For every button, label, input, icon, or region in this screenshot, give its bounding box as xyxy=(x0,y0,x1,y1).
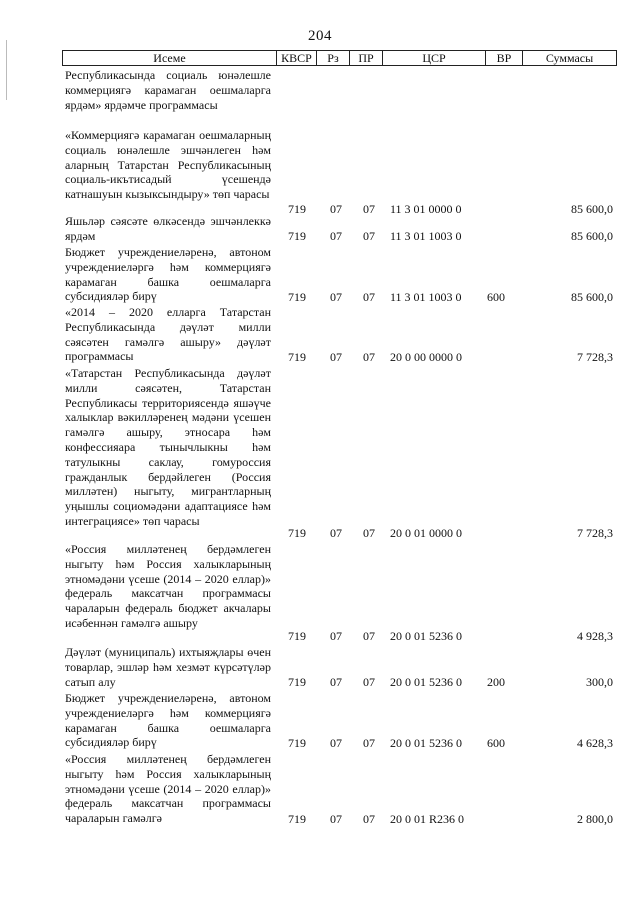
row-pr: 07 xyxy=(363,229,375,243)
row-sum: 2 800,0 xyxy=(577,812,613,826)
row-name: Бюджет учреждениеләренә, автоном учреждениеләргә һәм коммерциягә карамаган башка оешмаларга субсидияләр бирү xyxy=(65,691,271,750)
row-pr: 07 xyxy=(363,202,375,216)
table-row xyxy=(62,645,617,690)
row-pr: 07 xyxy=(363,812,375,826)
row-sum: 300,0 xyxy=(586,675,613,689)
row-csr: 11 3 01 1003 0 xyxy=(390,229,462,243)
row-name: «Татарстан Республикасында дәүләт милли сәясәтен, Татарстан Республикасы территориясендә яшәүче халыклар вәкилләренең мәдәни үсешен гамәлгә ашыру, этносара һәм конфессияара тынычлыкны һәм татулыкны саклау, гомуроссия гражданлык бердәйлеген (Россия милләтен) ныгыту, мигрантларның уңышлы социомәдәни адаптациясе һәм интеграциясе» төп чарасы xyxy=(65,366,271,528)
header-vr: ВР xyxy=(485,51,522,65)
row-pr: 07 xyxy=(363,526,375,540)
row-sum: 4 928,3 xyxy=(577,629,613,643)
row-kvsr: 719 xyxy=(288,526,306,540)
row-pr: 07 xyxy=(363,675,375,689)
table-header xyxy=(62,50,617,66)
table-row xyxy=(62,128,617,217)
row-kvsr: 719 xyxy=(288,202,306,216)
row-sum: 7 728,3 xyxy=(577,526,613,540)
table-row xyxy=(62,245,617,305)
row-rz: 07 xyxy=(330,812,342,826)
header-csr: ЦСР xyxy=(382,51,485,65)
table-row xyxy=(62,214,617,244)
table-row xyxy=(62,542,617,644)
margin-mark xyxy=(6,40,7,100)
row-csr: 20 0 01 5236 0 xyxy=(390,736,462,750)
row-name: «2014 – 2020 елларга Татарстан Республикасында дәүләт милли сәясәтен гамәлгә ашыру» дәүләт программасы xyxy=(65,305,271,364)
row-sum: 85 600,0 xyxy=(571,290,613,304)
row-name: Бюджет учреждениеләренә, автоном учреждениеләргә һәм коммерциягә карамаган башка оешмаларга субсидияләр бирү xyxy=(65,245,271,304)
row-pr: 07 xyxy=(363,350,375,364)
row-name: «Россия милләтенең бердәмлеген ныгыту һәм Россия халыкларының этномәдәни үсеше (2014 – 2020 еллар)» федераль максатчан программасы чараларын федераль бюджет акчалары исәбеннән гамәлгә ашыру xyxy=(65,542,271,630)
row-csr: 20 0 01 R236 0 xyxy=(390,812,465,826)
row-csr: 11 3 01 1003 0 xyxy=(390,290,462,304)
row-sum: 85 600,0 xyxy=(571,202,613,216)
row-vr: 200 xyxy=(487,675,505,689)
table-row xyxy=(62,305,617,365)
row-kvsr: 719 xyxy=(288,350,306,364)
header-pr: ПР xyxy=(349,51,382,65)
row-rz: 07 xyxy=(330,629,342,643)
table-row xyxy=(62,752,617,827)
row-kvsr: 719 xyxy=(288,629,306,643)
row-pr: 07 xyxy=(363,290,375,304)
row-pr: 07 xyxy=(363,736,375,750)
row-vr: 600 xyxy=(487,736,505,750)
row-vr: 600 xyxy=(487,290,505,304)
row-sum: 4 628,3 xyxy=(577,736,613,750)
row-sum: 7 728,3 xyxy=(577,350,613,364)
page-number: 204 xyxy=(308,28,332,44)
row-rz: 07 xyxy=(330,202,342,216)
row-name: «Коммерциягә карамаган оешмаларның социаль юнәлешле эшчәнлеген һәм аларның Татарстан Республикасының социаль-икътисадый үсешендә катнашуын кызыксындыру» төп чарасы xyxy=(65,128,271,202)
row-name: Республикасында социаль юнәлешле коммерциягә карамаган оешмаларга ярдәм» ярдәмче программасы xyxy=(65,68,271,112)
row-name: «Россия милләтенең бердәмлеген ныгыту һәм Россия халыкларының этномәдәни үсеше (2014 – 2020 еллар)» федераль максатчан программасы чараларын гамәлгә xyxy=(65,752,271,826)
row-kvsr: 719 xyxy=(288,290,306,304)
row-rz: 07 xyxy=(330,350,342,364)
row-rz: 07 xyxy=(330,526,342,540)
row-csr: 20 0 01 0000 0 xyxy=(390,526,462,540)
table-row xyxy=(62,691,617,751)
table-row xyxy=(62,366,617,541)
row-name: Яшьләр сәясәте өлкәсендә эшчәнлеккә ярдәм xyxy=(65,214,271,243)
row-rz: 07 xyxy=(330,290,342,304)
header-sum: Суммасы xyxy=(522,51,616,65)
row-rz: 07 xyxy=(330,675,342,689)
row-kvsr: 719 xyxy=(288,675,306,689)
row-csr: 20 0 01 5236 0 xyxy=(390,629,462,643)
header-rz: Рз xyxy=(316,51,349,65)
row-kvsr: 719 xyxy=(288,736,306,750)
header-kvsr: КВСР xyxy=(276,51,316,65)
row-sum: 85 600,0 xyxy=(571,229,613,243)
row-csr: 11 3 01 0000 0 xyxy=(390,202,462,216)
row-kvsr: 719 xyxy=(288,812,306,826)
row-rz: 07 xyxy=(330,736,342,750)
row-pr: 07 xyxy=(363,629,375,643)
row-rz: 07 xyxy=(330,229,342,243)
row-kvsr: 719 xyxy=(288,229,306,243)
row-name: Дәүләт (муниципаль) ихтыяҗлары өчен товарлар, эшләр һәм хезмәт күрсәтүләр сатып алу xyxy=(65,645,271,689)
header-name: Исеме xyxy=(153,51,186,65)
row-csr: 20 0 01 5236 0 xyxy=(390,675,462,689)
row-csr: 20 0 00 0000 0 xyxy=(390,350,462,364)
table-row xyxy=(62,68,617,128)
